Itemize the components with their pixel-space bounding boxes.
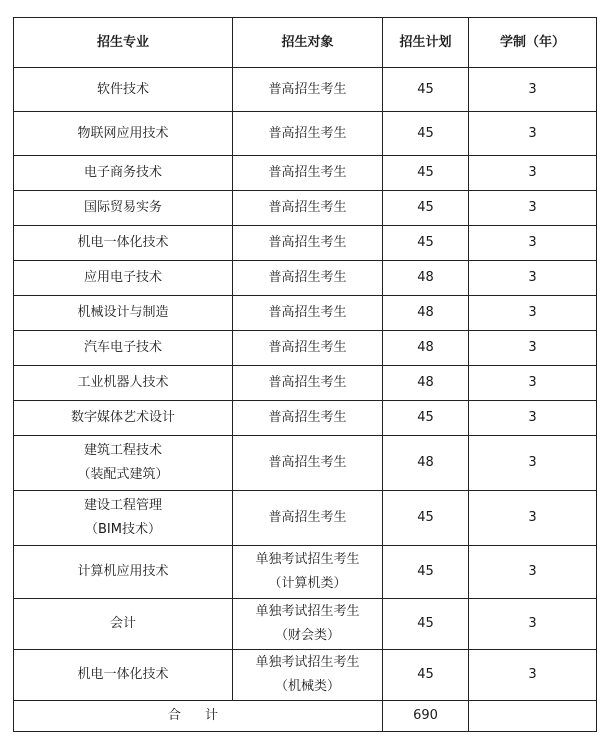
cell-plan: 48 (383, 366, 469, 401)
cell-major (14, 546, 233, 599)
cell-plan: 45 (383, 401, 469, 436)
cell-plan: 48 (383, 296, 469, 331)
cell-major (14, 191, 233, 226)
cell-target-line: 普高招生考生 (268, 375, 347, 390)
cell-major-line: 物联网应用技术 (77, 125, 169, 141)
cell-plan: 45 (383, 226, 469, 261)
table-row (14, 191, 597, 226)
cell-major-line: 汽车电子技术 (83, 340, 162, 355)
cell-plan: 48 (383, 331, 469, 366)
cell-target (233, 491, 383, 546)
table-row (14, 112, 597, 156)
cell-major (14, 401, 233, 436)
enrollment-plan-table (13, 17, 597, 732)
cell-target-line: 普高招生考生 (268, 165, 347, 180)
cell-years: 3 (469, 331, 597, 366)
cell-target-line: 单独考试招生考生 (255, 655, 360, 670)
table-row (14, 436, 597, 491)
cell-plan: 48 (383, 261, 469, 296)
cell-major (14, 366, 233, 401)
cell-major-line: 建设工程管理 (83, 498, 162, 513)
cell-target-line: 普高招生考生 (268, 340, 347, 355)
table-row (14, 261, 597, 296)
cell-major (14, 112, 233, 156)
cell-years: 3 (469, 156, 597, 191)
cell-major-line: 软件技术 (96, 81, 149, 97)
cell-years: 3 (469, 401, 597, 436)
cell-target-line: 普高招生考生 (268, 81, 347, 97)
cell-years: 3 (469, 296, 597, 331)
cell-years: 3 (469, 112, 597, 156)
cell-target (233, 599, 383, 650)
cell-target (233, 331, 383, 366)
cell-target-line: （财会类） (274, 628, 340, 643)
cell-target (233, 546, 383, 599)
cell-plan: 45 (383, 191, 469, 226)
cell-years: 3 (469, 599, 597, 650)
cell-years: 3 (469, 546, 597, 599)
table-row (14, 401, 597, 436)
table-row (14, 546, 597, 599)
table-row (14, 491, 597, 546)
total-row (14, 701, 597, 732)
cell-target-line: 普高招生考生 (268, 235, 347, 250)
cell-target-line: 单独考试招生考生 (255, 552, 360, 567)
cell-major (14, 68, 233, 112)
cell-target (233, 650, 383, 701)
cell-target-line: 普高招生考生 (268, 270, 347, 285)
cell-target-line: 普高招生考生 (268, 305, 347, 320)
total-plan: 690 (383, 701, 469, 732)
cell-target-line: （机械类） (274, 679, 340, 694)
table-row (14, 156, 597, 191)
cell-target-line: 普高招生考生 (268, 200, 347, 215)
cell-major (14, 226, 233, 261)
cell-major-line: 机电一体化技术 (77, 235, 169, 250)
cell-target (233, 436, 383, 491)
cell-years: 3 (469, 650, 597, 701)
table-row (14, 68, 597, 112)
header-major: 招生专业 (14, 18, 233, 68)
cell-plan: 45 (383, 546, 469, 599)
table-row (14, 226, 597, 261)
cell-major-line: 工业机器人技术 (77, 375, 169, 390)
table-header-row (14, 18, 597, 68)
cell-major-line: 机械设计与制造 (77, 305, 169, 320)
cell-major (14, 436, 233, 491)
table-row (14, 599, 597, 650)
cell-years: 3 (469, 366, 597, 401)
cell-target-line: 单独考试招生考生 (255, 604, 360, 619)
cell-years: 3 (469, 261, 597, 296)
cell-target (233, 191, 383, 226)
cell-major (14, 599, 233, 650)
cell-major-line: 数字媒体艺术设计 (70, 410, 175, 425)
cell-target-line: 普高招生考生 (268, 455, 347, 470)
cell-major-line: 会计 (109, 616, 136, 631)
cell-major (14, 296, 233, 331)
cell-plan: 48 (383, 436, 469, 491)
total-years (469, 701, 597, 732)
cell-major-line: 机电一体化技术 (77, 667, 169, 682)
header-target: 招生对象 (233, 18, 383, 68)
cell-target (233, 296, 383, 331)
cell-years: 3 (469, 491, 597, 546)
cell-target-line: 普高招生考生 (268, 510, 347, 525)
cell-major-line: 国际贸易实务 (83, 200, 162, 215)
cell-major-line: 应用电子技术 (83, 270, 162, 285)
table-row (14, 296, 597, 331)
cell-target (233, 366, 383, 401)
cell-target (233, 261, 383, 296)
cell-plan: 45 (383, 156, 469, 191)
table-row (14, 366, 597, 401)
header-years: 学制（年） (469, 18, 597, 68)
cell-target (233, 156, 383, 191)
cell-major (14, 156, 233, 191)
cell-plan: 45 (383, 68, 469, 112)
cell-target-line: （计算机类） (268, 576, 347, 591)
cell-major-line: 电子商务技术 (83, 165, 162, 180)
cell-target-line: 普高招生考生 (268, 125, 347, 141)
cell-target (233, 68, 383, 112)
cell-plan: 45 (383, 491, 469, 546)
cell-major (14, 491, 233, 546)
table-row (14, 331, 597, 366)
cell-major (14, 261, 233, 296)
cell-years: 3 (469, 226, 597, 261)
cell-target (233, 401, 383, 436)
cell-years: 3 (469, 68, 597, 112)
cell-target (233, 112, 383, 156)
header-plan: 招生计划 (383, 18, 469, 68)
cell-plan: 45 (383, 599, 469, 650)
cell-plan: 45 (383, 112, 469, 156)
cell-plan: 45 (383, 650, 469, 701)
cell-target-line: 普高招生考生 (268, 410, 347, 425)
cell-major (14, 331, 233, 366)
cell-major-line: （BIM技术） (85, 522, 161, 537)
cell-major (14, 650, 233, 701)
cell-major-line: 计算机应用技术 (77, 564, 169, 579)
table-row (14, 650, 597, 701)
cell-major-line: （装配式建筑） (77, 467, 169, 482)
cell-years: 3 (469, 436, 597, 491)
total-label: 合 计 (14, 701, 383, 732)
cell-major-line: 建筑工程技术 (83, 443, 162, 458)
cell-target (233, 226, 383, 261)
cell-years: 3 (469, 191, 597, 226)
